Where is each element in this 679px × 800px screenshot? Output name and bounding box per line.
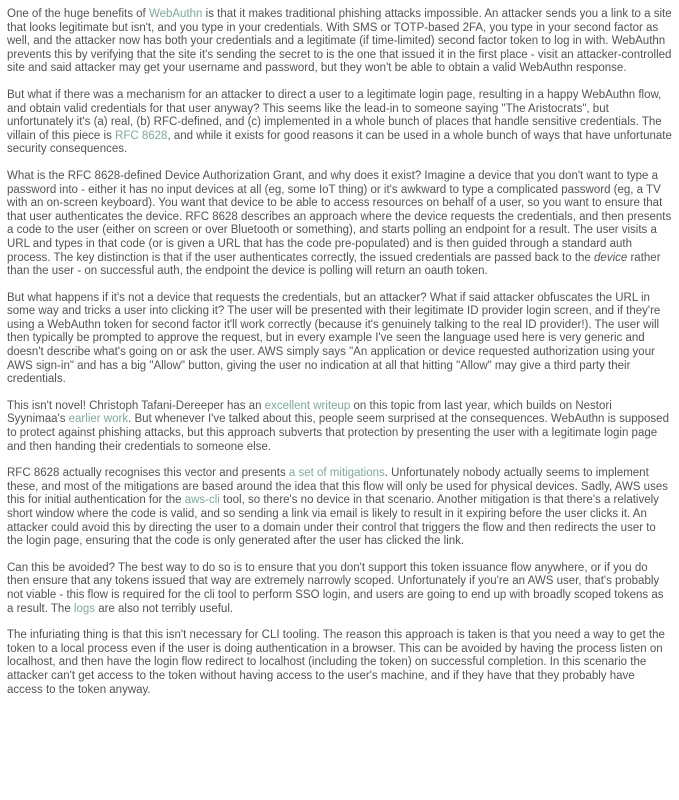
body-text: . But whenever I've talked about this, people seem surprised at the consequences. WebAuthn is supposed to protect against phishing attacks, but this approach subverts that protection by presenting the user with a legitimate login page and then handing their credentials to someone else. <box>7 413 669 453</box>
body-text: But what if there was a mechanism for an attacker to direct a user to a legitimate login page, resulting in a happy WebAuthn flow, and obtain valid credentials for that user anyway? This seems like the lead-in to someone saying "The Aristocrats", but unfortunately it's (a) real, (b) RFC-defined, and (c) implemented in a whole bunch of places that handle sensitive credentials. The villain of this piece is <box>7 88 662 142</box>
inline-link[interactable]: RFC 8628 <box>115 129 168 142</box>
paragraph <box>7 562 672 616</box>
inline-link[interactable]: earlier work <box>68 413 129 426</box>
body-text: on this topic from last year, which builds on Nestori Syynimaa's <box>7 399 612 426</box>
paragraph <box>7 292 672 387</box>
body-text: , and while it exists for good reasons it can be used in a whole bunch of ways that have unfortunate security consequences. <box>7 129 672 156</box>
body-text: RFC 8628 actually recognises this vector and presents <box>7 467 289 480</box>
inline-link[interactable]: WebAuthn <box>148 8 203 20</box>
inline-link[interactable]: logs <box>73 602 96 615</box>
emphasis-text: device <box>594 251 628 264</box>
paragraph <box>7 170 672 279</box>
paragraph <box>7 629 672 697</box>
body-text: This isn't novel! Christoph Tafani-Dereeper has an <box>7 399 265 412</box>
body-text: But what happens if it's not a device that requests the credentials, but an attacker? What if said attacker obfuscates the URL in some way and tricks a user into clicking it? The user will be presented with their legitimate ID provider login screen, and if they're using a WebAuthn token for second factor it'll work correctly (because it's genuinely talking to the real ID provider!). The user will then typically be prompted to approve the request, but in every example I've seen the language used here is very generic and doesn't describe what's going on or ask the user. AWS simply says "An application or device requested authorization using your AWS sign-in" and has a big "Allow" button, giving the user no indication at all that hitting "Allow" may give a third party their credentials. <box>7 291 661 386</box>
body-text: are also not terribly useful. <box>95 602 234 615</box>
body-text: tool, so there's no device in that scenario. Another mitigation is that there's a relatively short window where the code is valid, and so sending a link via email is likely to result in it expiring before the user clicks it. An attacker could avoid this by directing the user to a domain under their control that triggers the flow and then redirects the user to the login page, ensuring that the code is only generated after the user has clicked the link. <box>7 494 659 548</box>
body-text: What is the RFC 8628-defined Device Authorization Grant, and why does it exist? Imagine a device that you don't want to type a password into - either it has no input devices at all (eg, some IoT thing) or it's awkward to type a complicated password (eg, a TV with an on-screen keyboard). You want that device to be able to access resources on behalf of a user, so you want to ensure that that user authenticates the device. RFC 8628 describes an approach where the device requests the credentials, and then presents a code to the user (either on screen or over Bluetooth or something), and starts polling an endpoint for a result. The user visits a URL and types in that code (or is given a URL that has the code pre-populated) and is then guided through a standard auth process. The key distinction is that if the user authenticates correctly, the issued credentials are passed back to the <box>7 169 672 264</box>
body-text: The infuriating thing is that this isn't necessary for CLI tooling. The reason this approach is taken is that you need a way to get the token to a local process even if the user is doing authentication in a browser. This can be avoided by having the process listen on localhost, and then have the login flow redirect to localhost (including the token) on successful completion. In this scenario the attacker can't get access to the token without having access to the user's machine, and if they have that they probably have access to the token anyway. <box>7 629 665 696</box>
paragraph <box>7 467 672 549</box>
inline-link[interactable]: excellent writeup <box>264 399 351 412</box>
paragraph <box>7 89 672 157</box>
body-text: rather than the user - on successful auth, the endpoint the device is polling will return an oauth token. <box>7 251 661 278</box>
paragraph <box>7 8 672 76</box>
body-text: . Unfortunately nobody actually seems to implement these, and most of the mitigations are based around the idea that this flow will only be used for physical devices. Sadly, AWS uses this for initial authentication for the <box>7 467 668 507</box>
paragraph <box>7 400 672 454</box>
inline-link[interactable]: aws-cli <box>184 494 220 507</box>
body-text: Can this be avoided? The best way to do so is to ensure that you don't support this token issuance flow anywhere, or if you do then ensure that any tokens issued that way are extremely narrowly scoped. Unfortunately if you're an AWS user, that's probably not viable - this flow is required for the cli tool to perform SSO login, and users are going to end up with broadly scoped tokens as a result. The <box>7 561 664 615</box>
inline-link[interactable]: a set of mitigations <box>288 467 385 480</box>
body-text: is that it makes traditional phishing attacks impossible. An attacker sends you a link to a site that looks legitimate but isn't, and you type in your credentials. With SMS or TOTP-based 2FA, you type in your second factor as well, and the attacker now has both your credentials and a legitimate (if time-limited) second factor token to log in with. WebAuthn prevents this by verifying that the site it's sending the secret to is the one that issued it in the first place - visit an attacker-controlled site and said attacker may get your username and password, but they won't be able to obtain a valid WebAuthn response. <box>7 8 672 75</box>
body-text: One of the huge benefits of <box>7 8 149 20</box>
